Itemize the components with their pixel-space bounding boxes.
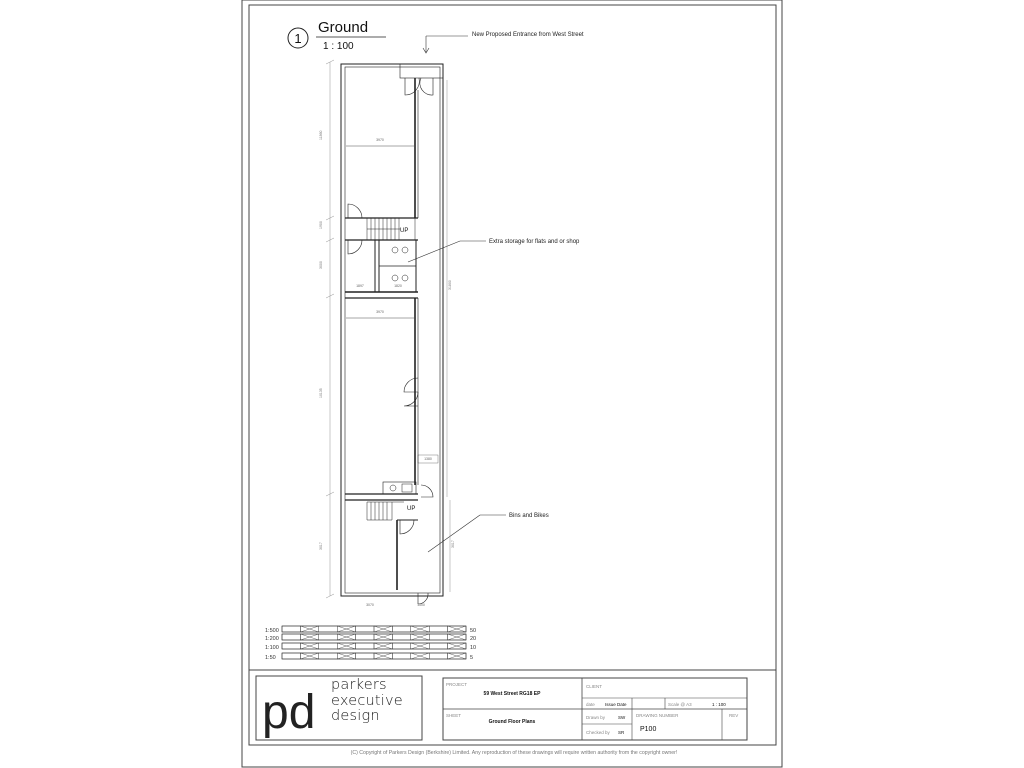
dim-storage-b: 1820 <box>394 284 402 288</box>
lower-stair <box>367 502 404 520</box>
view-title <box>288 19 386 52</box>
scale-bar-cell <box>319 653 337 659</box>
scale-bar-hatch <box>411 653 429 659</box>
scale-bar-cell <box>282 634 300 640</box>
scale-bars <box>265 626 476 661</box>
scale-bar-cell <box>392 626 410 632</box>
scale-bar-row-2 <box>265 634 476 642</box>
date-value: Issue Date <box>605 702 627 707</box>
scale-bar-cell <box>429 634 447 640</box>
scale-bar-label-4: 1:50 <box>265 655 276 661</box>
door-shop2 <box>404 378 418 392</box>
logo-line-3: design <box>331 708 380 724</box>
rev-label: REV <box>729 713 739 718</box>
svg-text:3017: 3017 <box>451 540 455 548</box>
entrance-door-right <box>420 78 433 95</box>
logo-line-1: parkers <box>331 677 387 693</box>
dim-storage-a: 1897 <box>356 284 364 288</box>
wc-fixture-3 <box>392 275 398 281</box>
scale-bar-cell <box>356 643 374 649</box>
dim-shop1-width-text: 3970 <box>376 138 384 142</box>
scale-bar-hatch <box>411 643 429 649</box>
dim-shop2-small: 1380 <box>424 457 432 461</box>
svg-text:11860: 11860 <box>319 130 323 140</box>
scale-bar-cell <box>319 643 337 649</box>
dim-bottom-b: 1500 <box>417 603 425 607</box>
scale-bar-hatch <box>337 634 355 640</box>
scale-bar-hatch <box>337 643 355 649</box>
scale-bar-cell <box>282 653 300 659</box>
sheet-label: SHEET <box>446 713 462 718</box>
scale-bar-cell <box>392 643 410 649</box>
door-bins-top <box>421 485 433 497</box>
scale-bar-cell <box>356 634 374 640</box>
scale-bar-end-3: 10 <box>470 645 477 651</box>
scale-bar-hatch <box>337 653 355 659</box>
hob <box>402 484 412 492</box>
logo-mark: pd <box>262 686 316 739</box>
scale-bar-hatch <box>300 653 318 659</box>
svg-text:3017: 3017 <box>319 542 323 550</box>
svg-text:31800: 31800 <box>448 280 452 290</box>
logo-line-2: executive <box>331 692 403 709</box>
drawing-number-label: DRAWING NUMBER <box>636 713 679 718</box>
scale-bar-hatch <box>374 653 392 659</box>
svg-text:1900: 1900 <box>319 221 323 229</box>
view-number: 1 <box>294 31 302 46</box>
scale-bar-cell <box>319 634 337 640</box>
svg-text:10135: 10135 <box>319 388 323 398</box>
scale-bar-hatch <box>300 643 318 649</box>
scale-bar-hatching <box>282 626 466 659</box>
scale-bar-hatch <box>448 643 466 649</box>
annotation-entrance: New Proposed Entrance from West Street <box>472 32 584 38</box>
checked-value: SR <box>618 730 625 735</box>
scale-bar-hatch <box>374 626 392 632</box>
view-scale: 1 : 100 <box>323 41 354 52</box>
scale-bar-row-4 <box>265 653 473 661</box>
scale-bar-hatch <box>300 626 318 632</box>
drawing-number-value: P100 <box>640 726 657 733</box>
dim-bottom-a: 3070 <box>366 603 374 607</box>
annotation-storage: Extra storage for flats and or shop <box>489 239 580 245</box>
lower-stair-label: UP <box>407 506 416 512</box>
scale-bar-label-1: 1:500 <box>265 628 279 634</box>
view-title-text: Ground <box>318 19 369 36</box>
scale-value: 1 : 100 <box>712 702 726 707</box>
scale-bar-cell <box>356 626 374 632</box>
scale-bar-hatch <box>300 634 318 640</box>
scale-bar-cell <box>392 634 410 640</box>
door-shop2-b <box>404 392 418 406</box>
door-bins <box>400 520 414 534</box>
scale-bar-hatch <box>374 634 392 640</box>
project-value: 59 West Street RG18 EP <box>483 691 541 697</box>
wc-fixture-4 <box>402 275 408 281</box>
project-label: PROJECT <box>446 682 468 687</box>
svg-text:3000: 3000 <box>319 261 323 269</box>
copyright-notice: (C) Copyright of Parkers Design (Berkshire) Limited. Any reproduction of these drawings will require written authority from the copyright owner! <box>350 750 678 756</box>
scale-bar-cell <box>392 653 410 659</box>
scale-bar-cell <box>319 626 337 632</box>
sink-bowl <box>390 485 396 491</box>
checked-label: Checked by <box>586 730 610 735</box>
scale-bar-hatch <box>448 653 466 659</box>
left-dimension-chain <box>319 60 334 598</box>
drawn-label: Drawn by <box>586 715 606 720</box>
floor-plan <box>341 64 443 607</box>
drawn-value: SW <box>618 715 626 720</box>
scale-bar-end-2: 20 <box>470 636 477 642</box>
scale-bar-row-3 <box>265 643 476 651</box>
scale-label: Scale @ A3 <box>668 702 692 707</box>
door-upper-stair <box>348 204 362 218</box>
scale-bar-cell <box>429 626 447 632</box>
entrance-recess <box>400 64 443 78</box>
scale-bar-hatch <box>448 626 466 632</box>
client-label: CLIENT <box>586 684 603 689</box>
door-storage <box>348 240 362 254</box>
scale-bar-end-1: 50 <box>470 628 477 634</box>
scale-bar-label-3: 1:100 <box>265 645 279 651</box>
wc-fixture-2 <box>402 247 408 253</box>
scale-bar-row-1 <box>265 626 476 634</box>
wc-fixture-1 <box>392 247 398 253</box>
dim-shop2-width-text: 3970 <box>376 310 384 314</box>
right-dimension-chain <box>447 80 455 592</box>
scale-bar-hatch <box>337 626 355 632</box>
scale-bar-cell <box>282 643 300 649</box>
logo-wordmark <box>331 678 431 725</box>
scale-bar-end-4: 5 <box>470 655 474 661</box>
scale-bar-cell <box>282 626 300 632</box>
scale-bar-cell <box>429 643 447 649</box>
scale-bar-cell <box>356 653 374 659</box>
scale-bar-hatch <box>411 626 429 632</box>
entrance-door-left <box>405 78 419 95</box>
upper-stair-label: UP <box>400 228 409 234</box>
sheet-value: Ground Floor Plans <box>488 719 536 725</box>
scale-bar-cell <box>429 653 447 659</box>
scale-bar-label-2: 1:200 <box>265 636 279 642</box>
scale-bar-hatch <box>374 643 392 649</box>
date-label: date <box>586 702 595 707</box>
sheet-outer-border <box>242 0 782 767</box>
scale-bar-hatch <box>411 634 429 640</box>
annotation-bins: Bins and Bikes <box>509 513 549 519</box>
scale-bar-hatch <box>448 634 466 640</box>
